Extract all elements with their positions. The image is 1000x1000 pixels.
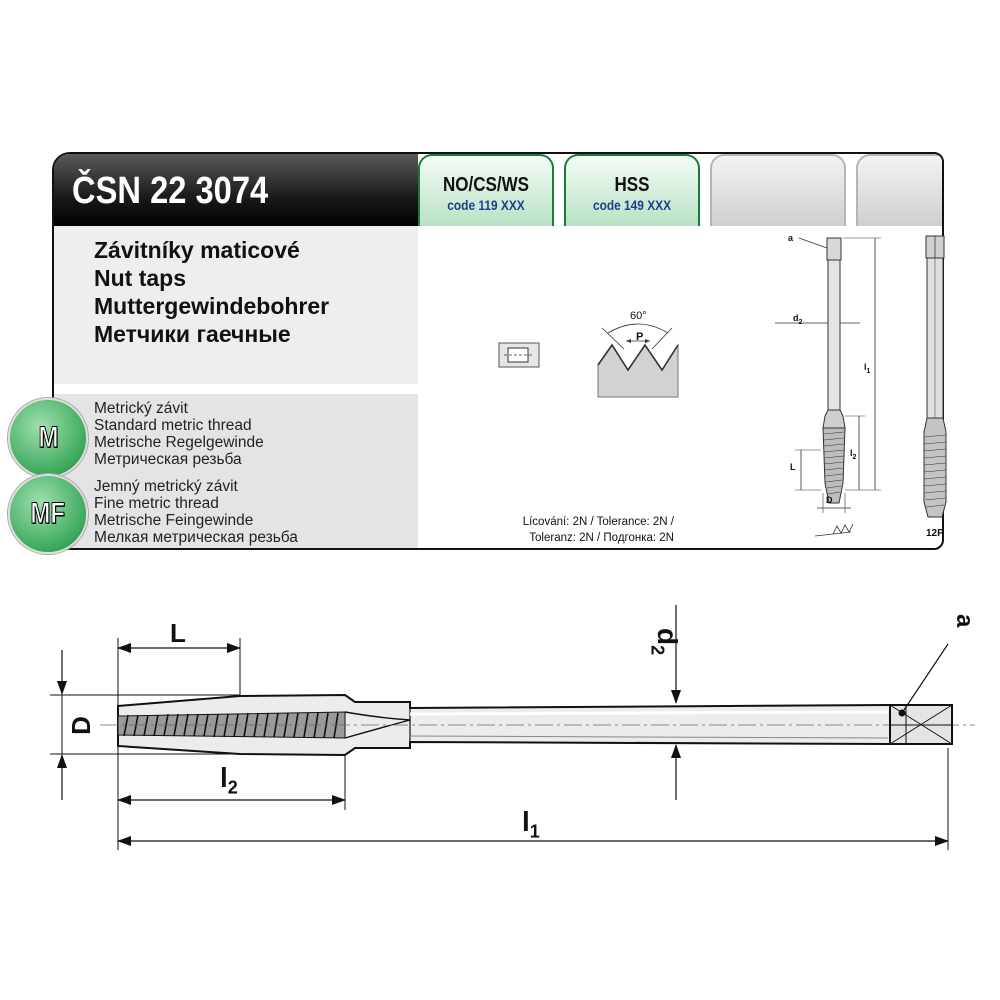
big-a-label: a [951, 614, 978, 628]
title-bar [54, 154, 418, 226]
small-l2-text: l [850, 448, 853, 458]
thread-mf-cs: Jemný metrický závit [94, 478, 238, 495]
thread-m-de: Metrische Regelgewinde [94, 434, 264, 451]
small-L-label: L [790, 462, 796, 472]
big-l1-sub: 1 [529, 821, 540, 842]
tab-empty-1[interactable] [710, 154, 846, 226]
tolerance-note [494, 514, 674, 546]
thread-mf-ru: Мелкая метрическая резьба [94, 529, 298, 546]
product-names [54, 226, 418, 384]
small-l1-text: l [864, 362, 867, 372]
tolerance-line-1: Lícování: 2N / Tolerance: 2N / [522, 516, 674, 528]
tab-code: code 119 XXX [447, 197, 525, 213]
small-l2-sub: 2 [852, 453, 857, 461]
profile-pitch-label: P [636, 331, 644, 343]
tab-hss[interactable] [564, 154, 700, 226]
tab-title: HSS [614, 174, 650, 196]
tab-code: code 149 XXX [592, 197, 672, 213]
badge-m [8, 398, 88, 478]
main-tap-drawing [0, 560, 1000, 860]
tab-no-cs-ws[interactable] [418, 154, 554, 226]
thread-m-ru: Метрическая резьба [94, 451, 242, 468]
small-tap-side-view [918, 232, 952, 522]
profile-angle-label: 60° [630, 310, 647, 322]
thread-m-en: Standard metric thread [94, 417, 252, 434]
thread-m-cs: Metrický závit [94, 400, 188, 417]
tap-section-icon [498, 342, 540, 368]
big-l2-sub: 2 [227, 777, 238, 798]
name-ru: Метчики гаечные [94, 321, 291, 347]
name-de: Muttergewindebohrer [94, 293, 330, 319]
thread-types [54, 394, 418, 550]
name-cs: Závitníky maticové [94, 237, 300, 263]
big-d2-text: d [652, 628, 683, 646]
thread-mf-de: Metrische Feingewinde [94, 512, 254, 529]
tab-empty-2[interactable] [856, 154, 944, 226]
flute-note: 12P [926, 528, 944, 539]
big-d2-label [646, 628, 683, 655]
small-d2-label [793, 313, 802, 326]
big-l1-label [522, 806, 540, 843]
big-d2-sub: 2 [647, 645, 668, 656]
badge-m-label: M [38, 421, 58, 454]
small-l1-label [864, 362, 870, 375]
tolerance-line-2: Toleranz: 2N / Подгонка: 2N [529, 532, 674, 544]
badge-mf-label: MF [30, 497, 66, 530]
big-l2-text: l [220, 762, 228, 793]
small-l1-sub: 1 [866, 367, 871, 375]
big-L-label: L [170, 618, 186, 648]
small-d2-sub: 2 [798, 318, 803, 326]
big-l2-label [220, 762, 238, 799]
badge-mf [8, 474, 88, 554]
big-D-label: D [65, 716, 96, 735]
tab-title: NO/CS/WS [443, 174, 529, 196]
small-d2-text: d [793, 313, 799, 323]
thread-mf-en: Fine metric thread [94, 495, 219, 512]
small-a-label: a [788, 233, 794, 243]
small-D-label: D [826, 495, 833, 505]
big-l1-text: l [522, 806, 530, 837]
standard-title: ČSN 22 3074 [72, 170, 269, 212]
small-l2-label [850, 448, 856, 461]
name-en: Nut taps [94, 265, 186, 291]
